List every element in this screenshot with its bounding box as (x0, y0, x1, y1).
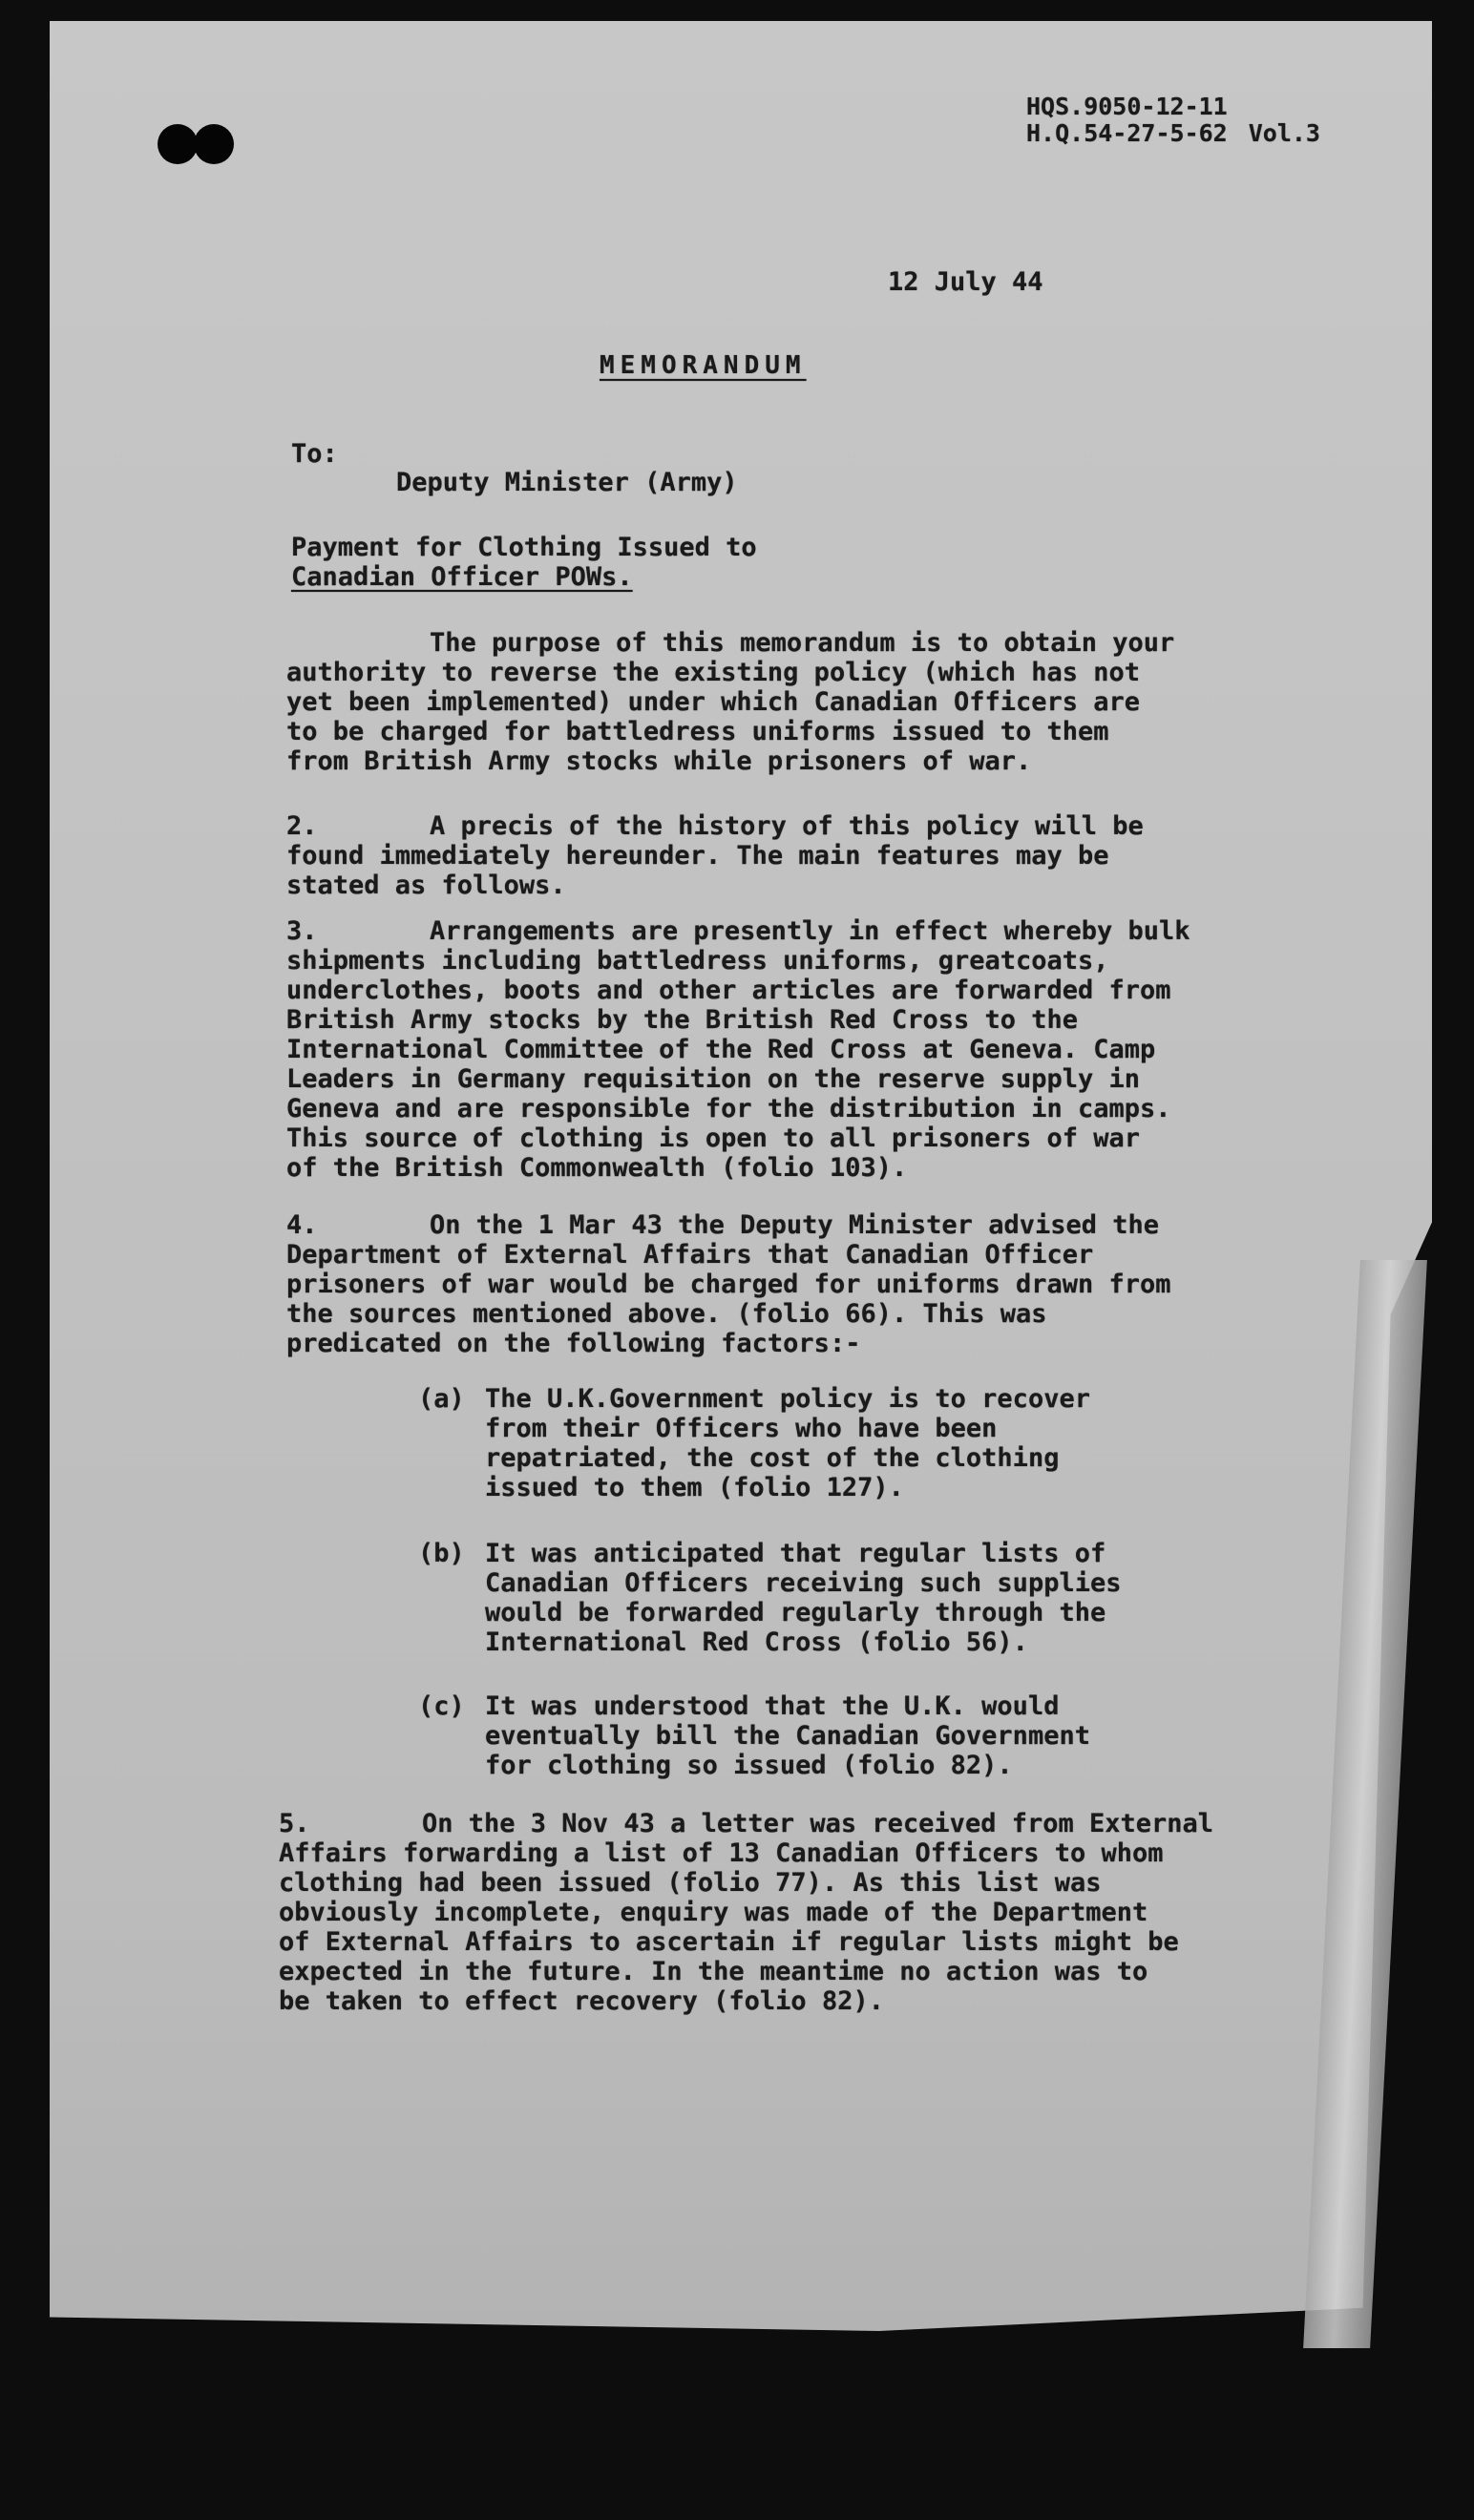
factor-line: would be forwarded regularly through the (485, 1598, 1106, 1628)
paragraph-line: Geneva and are responsible for the distribution in camps. (286, 1094, 1171, 1124)
paragraph-line: the sources mentioned above. (folio 66). This was (286, 1299, 1047, 1329)
paragraph-number: 2. (286, 811, 318, 841)
paragraph-line: prisoners of war would be charged for uniforms drawn from (286, 1270, 1171, 1299)
recipient: Deputy Minister (Army) (396, 468, 738, 497)
paragraph-line: Affairs forwarding a list of 13 Canadian Officers to whom (279, 1838, 1164, 1868)
factor-label: (a) (418, 1384, 465, 1414)
file-reference (1026, 94, 1408, 147)
subject-line-1: Payment for Clothing Issued to (291, 533, 757, 562)
paragraph-5 (279, 1809, 1281, 2016)
paragraph-line: clothing had been issued (folio 77). As this list was (279, 1868, 1102, 1898)
paragraph-line: 4. On the 1 Mar 43 the Deputy Minister advised the (286, 1210, 1160, 1240)
volume-number: Vol.3 (1248, 119, 1320, 147)
paragraph-line: shipments including battledress uniforms, greatcoats, (286, 946, 1109, 976)
factor-line: International Red Cross (folio 56). (485, 1628, 1028, 1657)
paragraph-line: British Army stocks by the British Red Cross to the (286, 1005, 1079, 1035)
factor-label: (b) (418, 1539, 465, 1568)
factor-label: (c) (418, 1691, 465, 1721)
memo-subject (291, 533, 959, 592)
factor-line: (c) It was understood that the U.K. would (418, 1691, 1060, 1721)
to-label: To: (291, 439, 338, 469)
factor-line: from their Officers who have been (485, 1414, 998, 1443)
file-reference-line-2: H.Q.54-27-5-62 Vol.3 (1026, 119, 1320, 147)
memo-date: 12 July 44 (888, 267, 1043, 297)
paragraph-line: of External Affairs to ascertain if regular lists might be (279, 1927, 1179, 1957)
factor-line: issued to them (folio 127). (485, 1473, 904, 1502)
paragraph-line: 2. A precis of the history of this policy will be (286, 811, 1144, 841)
paragraph-line: of the British Commonwealth (folio 103). (286, 1153, 908, 1183)
paragraph-line: Department of External Affairs that Canadian Officer (286, 1240, 1094, 1270)
memo-title: MEMORANDUM (600, 351, 807, 380)
paragraph-line: yet been implemented) under which Canadian Officers are (286, 687, 1141, 717)
paragraph-line: Leaders in Germany requisition on the reserve supply in (286, 1064, 1141, 1094)
factor-b (418, 1539, 1277, 1657)
factor-line: (b) It was anticipated that regular lists of (418, 1539, 1106, 1568)
paragraph-line: obviously incomplete, enquiry was made of the Department (279, 1898, 1148, 1927)
factor-line: (a) The U.K.Government policy is to recover (418, 1384, 1090, 1414)
factor-line: Canadian Officers receiving such supplies (485, 1568, 1122, 1598)
paragraph-number: 4. (286, 1210, 318, 1240)
paragraph-line: 5. On the 3 Nov 43 a letter was received from External (279, 1809, 1214, 1838)
factor-line: for clothing so issued (folio 82). (485, 1751, 1013, 1780)
factor-line: repatriated, the cost of the clothing (485, 1443, 1060, 1473)
paragraph-line: International Committee of the Red Cross at Geneva. Camp (286, 1035, 1156, 1064)
factor-a (418, 1384, 1277, 1502)
factor-c (418, 1691, 1277, 1780)
paragraph-line: stated as follows. (286, 871, 566, 900)
paragraph-line: expected in the future. In the meantime no action was to (279, 1957, 1148, 1986)
subject-line-2: Canadian Officer POWs. (291, 562, 633, 592)
factor-line: eventually bill the Canadian Government (485, 1721, 1090, 1751)
paragraph-line: underclothes, boots and other articles are forwarded from (286, 976, 1171, 1005)
paragraph-line: found immediately hereunder. The main features may be (286, 841, 1109, 871)
paragraph-number: 5. (279, 1809, 310, 1838)
paragraph-number: 3. (286, 916, 318, 946)
paragraph-line: 3. Arrangements are presently in effect whereby bulk (286, 916, 1190, 946)
paragraph-line: predicated on the following factors:- (286, 1329, 861, 1358)
paragraph-1 (286, 628, 1289, 776)
paragraph-line: to be charged for battledress uniforms issued to them (286, 717, 1109, 746)
paragraph-line: authority to reverse the existing policy (which has not (286, 658, 1141, 687)
paragraph-line: from British Army stocks while prisoners of war. (286, 746, 1032, 776)
paragraph-line: be taken to effect recovery (folio 82). (279, 1986, 884, 2016)
paragraph-3 (286, 916, 1289, 1183)
paragraph-line: The purpose of this memorandum is to obtain your (430, 628, 1175, 658)
paragraph-2 (286, 811, 1289, 900)
paragraph-line: This source of clothing is open to all prisoners of war (286, 1124, 1141, 1153)
paragraph-4 (286, 1210, 1289, 1358)
file-reference-line-1: HQS.9050-12-11 (1026, 93, 1228, 120)
